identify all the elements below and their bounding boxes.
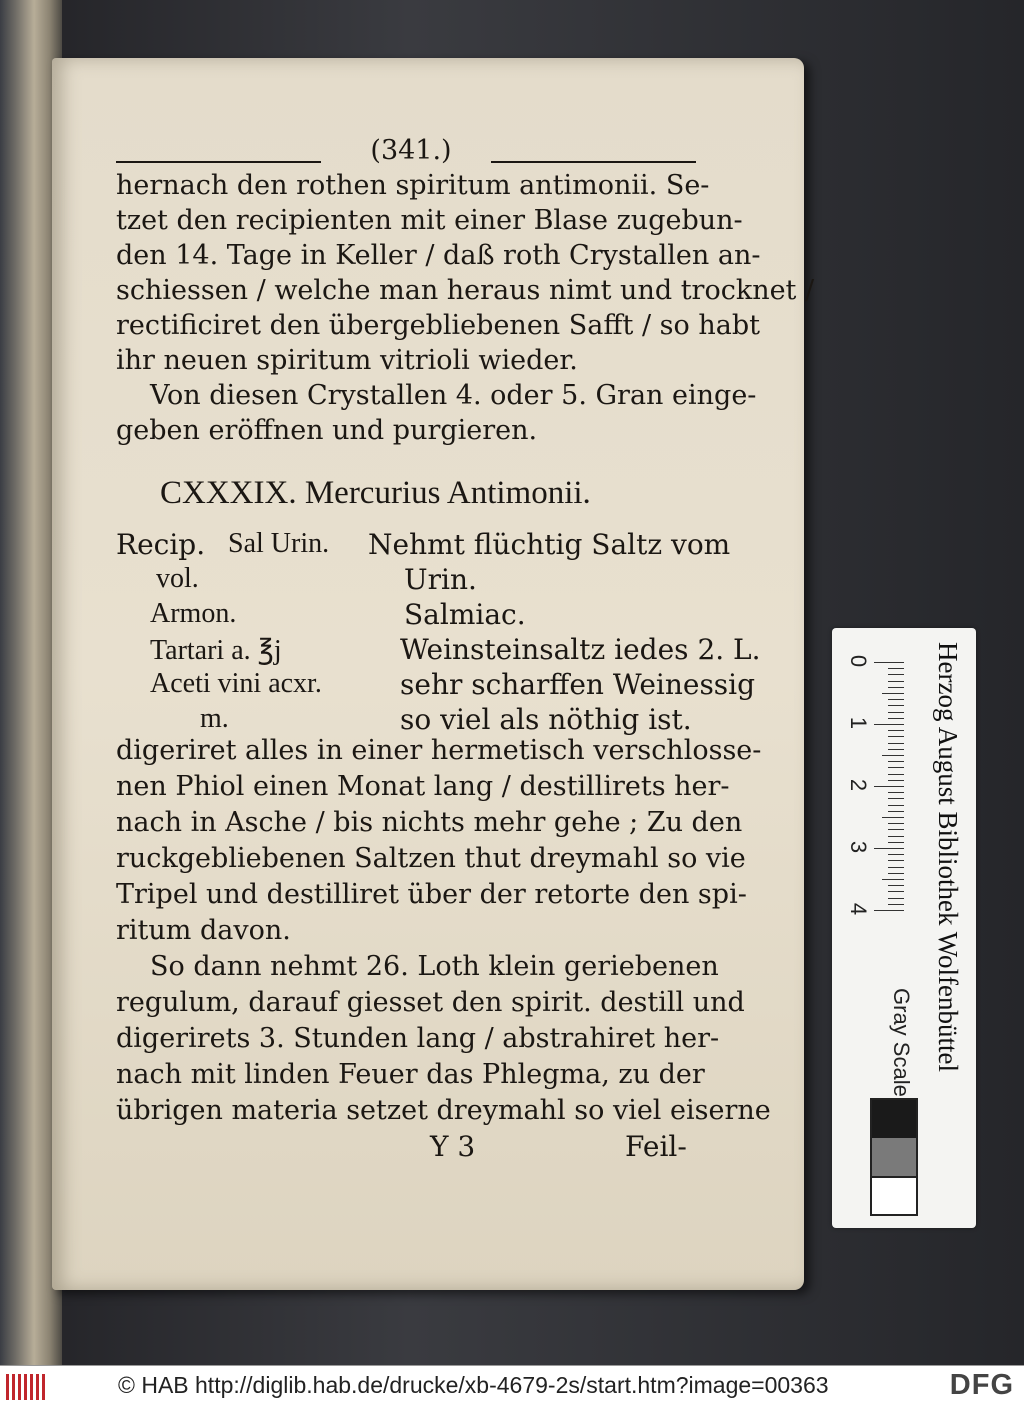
text-line: digerirets 3. Stunden lang / abstrahiret her- — [116, 1023, 720, 1054]
ruler-tick — [874, 786, 904, 787]
text-line: Tripel und destilliret über der retorte den spi- — [116, 879, 747, 910]
gray-scale-card — [832, 628, 976, 1228]
recipe-line: Salmiac. — [404, 598, 526, 631]
gray-swatch-dark — [870, 1098, 918, 1178]
ruler-tick — [888, 736, 904, 737]
text-line: rectificiret den übergebliebenen Safft / so habt — [116, 310, 760, 341]
ruler-tick — [888, 792, 904, 793]
ruler-tick — [874, 724, 904, 725]
ruler-tick — [888, 811, 904, 812]
ruler-tick — [888, 823, 904, 824]
ruler-tick — [888, 842, 904, 843]
catchword: Feil- — [625, 1130, 687, 1163]
ruler-tick — [888, 829, 904, 830]
text-line: digeriret alles in einer hermetisch verschlosse- — [116, 735, 762, 766]
text-line: So dann nehmt 26. Loth klein geriebenen — [150, 951, 719, 982]
ruler-tick — [888, 674, 904, 675]
ruler-tick — [888, 780, 904, 781]
header-rule-left — [116, 161, 321, 163]
ruler-number: 4 — [846, 902, 872, 916]
hab-logo-icon — [6, 1374, 48, 1400]
recipe-line: vol. — [156, 563, 199, 594]
recipe-line: m. — [200, 703, 229, 734]
copyright-url[interactable]: © HAB http://diglib.hab.de/drucke/xb-4679-2s/start.htm?image=00363 — [118, 1372, 829, 1398]
ruler-tick — [888, 854, 904, 855]
text-line: ritum davon. — [116, 915, 291, 946]
ruler-tick — [888, 712, 904, 713]
ruler-tick — [888, 749, 904, 750]
recipe-line: sehr scharffen Weinessig — [400, 668, 756, 701]
ruler-tick — [888, 705, 904, 706]
gray-scale-label: Gray Scale — [889, 988, 914, 1097]
recipe-line: Urin. — [404, 563, 477, 596]
text-line: hernach den rothen spiritum antimonii. Se- — [116, 170, 710, 201]
ruler-tick — [888, 743, 904, 744]
text-line: nach in Asche / bis nichts mehr gehe ; Zu den — [116, 807, 743, 838]
page-number: (341.) — [370, 135, 452, 166]
ruler-tick — [888, 860, 904, 861]
ruler-tick — [888, 681, 904, 682]
ruler-tick — [882, 755, 904, 756]
ruler-tick — [888, 718, 904, 719]
recipe-line: Weinsteinsaltz iedes 2. L. — [400, 633, 761, 666]
text-line: nen Phiol einen Monat lang / destillirets her- — [116, 771, 730, 802]
ruler-tick — [874, 848, 904, 849]
ruler-tick — [888, 904, 904, 905]
ruler-tick — [888, 730, 904, 731]
text-line: nach mit linden Feuer das Phlegma, zu der — [116, 1059, 705, 1090]
recipe-line: Aceti vini acxr. — [150, 668, 322, 699]
text-line: tzet den recipienten mit einer Blase zugebun- — [116, 205, 743, 236]
text-line: Von diesen Crystallen 4. oder 5. Gran einge- — [150, 380, 757, 411]
ruler — [848, 642, 908, 982]
ruler-tick — [888, 668, 904, 669]
ruler-tick — [888, 774, 904, 775]
footer-bar — [0, 1365, 1024, 1406]
signature-mark: Y 3 — [430, 1130, 476, 1163]
library-name: Herzog August Bibliothek Wolfenbüttel — [933, 642, 963, 1073]
ruler-tick — [882, 693, 904, 694]
ruler-tick — [888, 891, 904, 892]
ruler-tick — [874, 910, 904, 911]
ruler-tick — [874, 662, 904, 663]
ruler-tick — [888, 873, 904, 874]
ruler-tick — [888, 687, 904, 688]
header-rule-right — [491, 161, 696, 163]
gray-swatch-light — [870, 1176, 918, 1216]
ruler-tick — [888, 885, 904, 886]
ruler-tick — [882, 817, 904, 818]
recipe-line: Sal Urin. — [228, 528, 330, 559]
dfg-logo: DFG — [949, 1369, 1014, 1401]
ruler-tick — [888, 836, 904, 837]
text-line: übrigen materia setzet dreymahl so viel eiserne — [116, 1095, 771, 1126]
section-heading: CXXXIX. Mercurius Antimonii. — [160, 475, 591, 511]
recipe-line: Tartari a. ℥j — [150, 635, 282, 666]
recipe-line: Nehmt flüchtig Saltz vom — [368, 528, 731, 561]
ruler-tick — [888, 699, 904, 700]
ruler-tick — [888, 761, 904, 762]
text-line: schiessen / welche man heraus nimt und trocknet / — [116, 275, 815, 306]
ruler-tick — [888, 805, 904, 806]
ruler-tick — [888, 898, 904, 899]
ruler-tick — [882, 879, 904, 880]
ruler-tick — [888, 767, 904, 768]
recipe-line: so viel als nöthig ist. — [400, 703, 692, 736]
text-line: geben eröffnen und purgieren. — [116, 415, 538, 446]
ruler-tick — [888, 867, 904, 868]
text-line: ihr neuen spiritum vitrioli wieder. — [116, 345, 578, 376]
text-line: ruckgebliebenen Saltzen thut dreymahl so vie — [116, 843, 746, 874]
ruler-number: 1 — [846, 716, 872, 730]
ruler-number: 0 — [846, 654, 872, 668]
recipe-line: Armon. — [150, 598, 237, 629]
recipe-recip: Recip. — [116, 528, 206, 561]
ruler-number: 3 — [846, 840, 872, 854]
page-header — [116, 135, 696, 165]
ruler-number: 2 — [846, 778, 872, 792]
text-line: den 14. Tage in Keller / daß roth Crystallen an- — [116, 240, 761, 271]
text-line: regulum, darauf giesset den spirit. destill und — [116, 987, 745, 1018]
ruler-tick — [888, 798, 904, 799]
